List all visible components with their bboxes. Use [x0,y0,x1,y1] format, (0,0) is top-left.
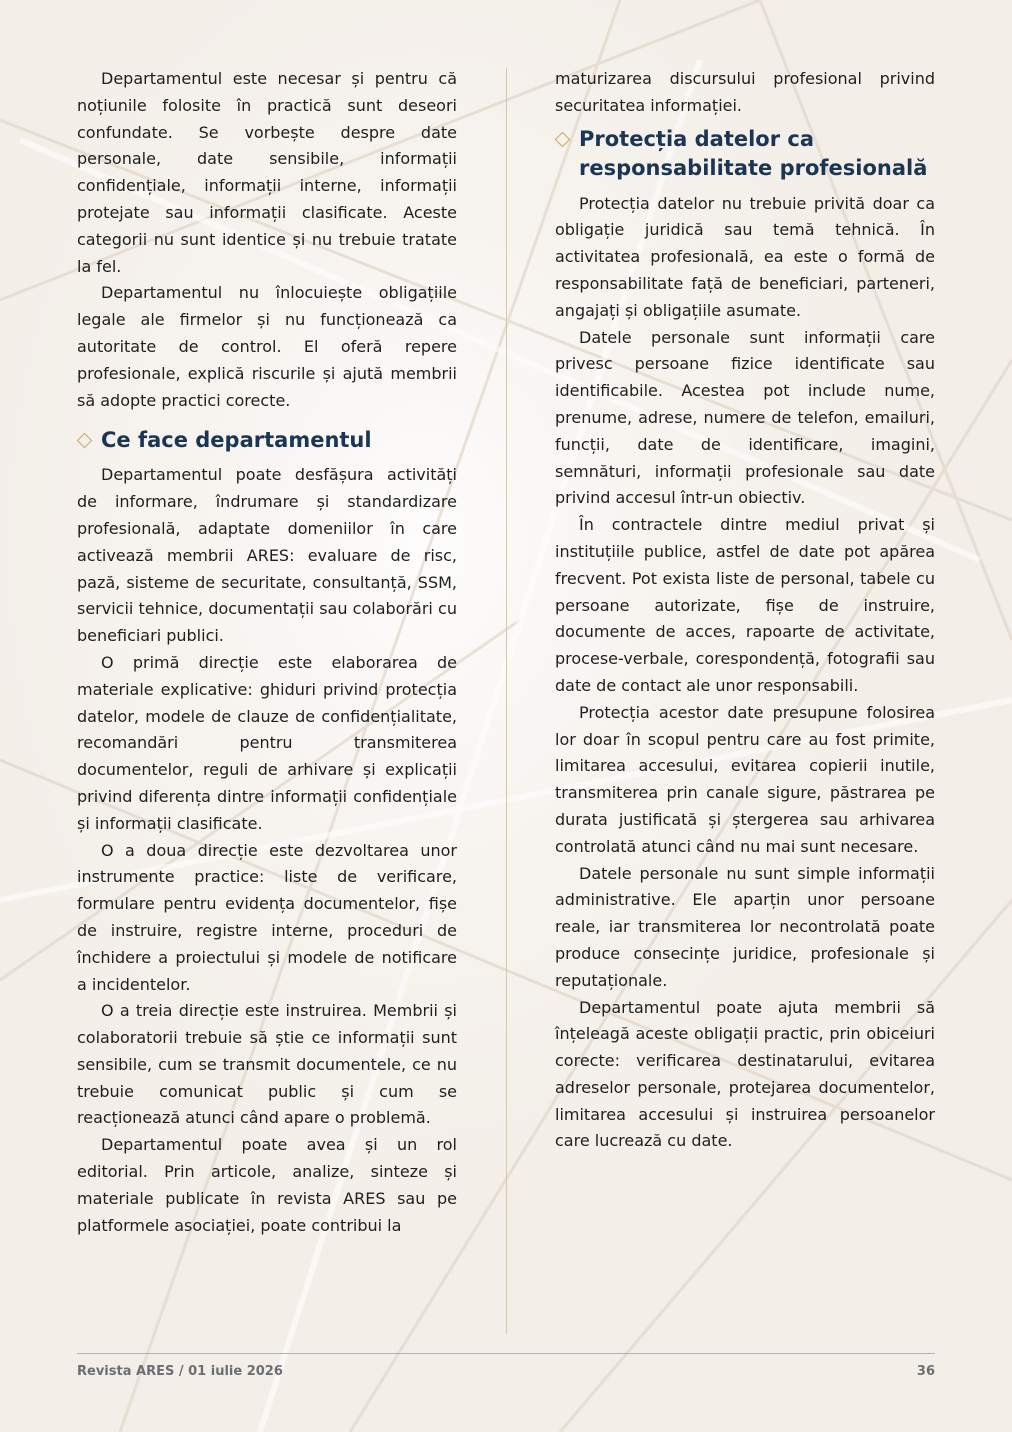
right-column [555,66,935,1155]
footer-publication: Revista ARES / 01 iulie 2026 [77,1364,283,1379]
page-number: 36 [916,1364,935,1379]
paragraph: În contractele dintre mediul privat și instituțiile publice, astfel de date pot apărea frecvent. Pot exista liste de personal, tabele cu persoane autorizate, fișe de instruire, documente de acces, rapoarte de activitate, procese-verbale, corespondență, fotografii sau date de contact ale unor responsabili. [555,515,935,695]
section-heading-text: Ce face departamentul [101,428,372,453]
column-divider [506,68,507,1334]
section-heading [77,426,457,455]
paragraph-continuation: maturizarea discursului profesional privind securitatea informației. [555,69,935,115]
diamond-outline-icon [77,433,93,449]
paragraph: Protecția datelor nu trebuie privită doar ca obligație juridică sau temă tehnică. În activitatea profesională, ea este o formă de responsabilitate față de beneficiari, parteneri, angajați și obligațiile asumate. [555,193,935,320]
diamond-outline-icon [555,131,571,147]
footer-divider [77,1353,935,1354]
section-heading-text: Protecția datelor ca responsabilitate profesională [579,126,928,180]
left-column [77,66,457,1239]
paragraph: O primă direcție este elaborarea de materiale explicative: ghiduri privind protecția datelor, modele de clauze de confidențialitate, recomandări pentru transmiterea documentelor, reguli de arhivare și explicații privind diferența dintre informații confidențiale și informații clasificate. [77,652,457,833]
paragraph: Datele personale sunt informații care privesc persoane fizice identificate sau identificabile. Acestea pot include nume, prenume, adrese, numere de telefon, emailuri, funcții, date de identificare, imagini, semnături, informații profesionale sau date privind accesul într-un obiectiv. [555,327,935,508]
paragraph: Departamentul nu înlocuiește obligațiile legale ale firmelor și nu funcționează ca autoritate de control. El oferă repere profesionale, explică riscurile și ajută membrii să adopte practici corecte. [77,283,457,410]
paragraph: O a doua direcție este dezvoltarea unor instrumente practice: liste de verificare, formulare pentru evidența documentelor, fișe de instruire, registre interne, proceduri de închidere a proiectului și modele de notificare a incidentelor. [77,840,457,994]
paragraph: O a treia direcție este instruirea. Membrii și colaboratorii trebuie să știe ce informații sunt sensibile, cum se transmit documentele, ce nu trebuie comunicat public și cum se reacționează atunci când apare o problemă. [77,1001,457,1128]
paragraph: Datele personale nu sunt simple informații administrative. Ele aparțin unor persoane reale, iar transmiterea lor necontrolată poate produce consecințe juridice, profesionale și reputaționale. [555,863,935,990]
paragraph: Departamentul poate ajuta membrii să înțeleagă aceste obligații practic, prin obiceiuri corecte: verificarea destinatarului, evitarea adreselor personale, protejarea documentelor, limitarea accesului și instruirea persoanelor care lucrează cu date. [555,997,935,1151]
section-heading [555,125,935,183]
paragraph: Departamentul poate avea și un rol editorial. Prin articole, analize, sinteze și materiale publicate în revista ARES sau pe platformele asociației, poate contribui la [77,1135,457,1235]
paragraph: Departamentul este necesar și pentru că noțiunile folosite în practică sunt deseori confundate. Se vorbește despre date personale, date sensibile, informații confidențiale, informații interne, informații protejate sau informații clasificate. Aceste categorii nu sunt identice și nu trebuie tratate la fel. [77,69,457,276]
paragraph: Departamentul poate desfășura activități de informare, îndrumare și standardizare profesională, adaptate domeniilor în care activează membrii ARES: evaluare de risc, pază, sisteme de securitate, consultanță, SSM, servicii tehnice, documentații sau colaborări cu beneficiari publici. [77,465,457,646]
paragraph: Protecția acestor date presupune folosirea lor doar în scopul pentru care au fost primite, limitarea accesului, evitarea copierii inutile, transmiterea prin canale sigure, păstrarea pe durata justificată și ștergerea sau arhivarea controlată atunci când nu mai sunt necesare. [555,702,935,856]
